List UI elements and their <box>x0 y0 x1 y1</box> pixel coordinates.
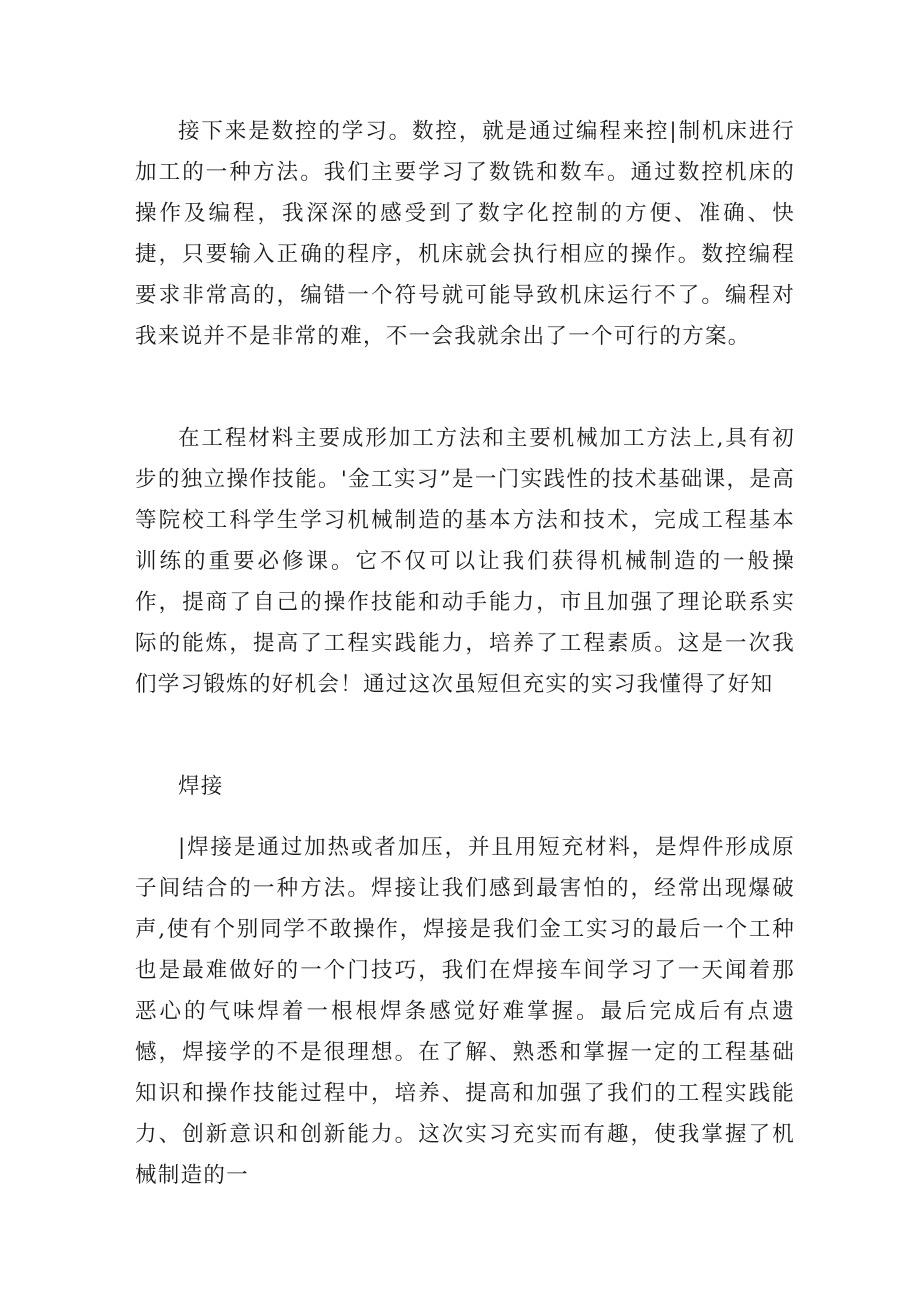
paragraph-cnc-learning: 接下来是数控的学习。数控，就是通过编程来控|制机床进行加工的一种方法。我们主要学习了数铣和数车。通过数控机床的操作及编程，我深深的感受到了数字化控制的方便、准确、快捷，只要输入正确的程序，机床就会执行相应的操作。数控编程要求非常高的，编错一个符号就可能导致机床运行不了。编程对我来说并不是非常的难，不一会我就余出了一个可行的方案。 <box>135 119 795 349</box>
paragraph-metalwork-practice: 在工程材料主要成形加工方法和主要机械加工方法上,具有初步的独立操作技能。'金工实习”是一门实践性的技术基础课，是高等院校工科学生学习机械制造的基本方法和技术，完成工程基本训练的重要必修课。它不仅可以让我们获得机械制造的一般操作，提商了自己的操作技能和动手能力，市且加强了理论联系实际的能炼，提高了工程实践能力，培养了工程素质。这是一次我们学习锻炼的好机会！通过这次虽短但充实的实习我懂得了好知 <box>135 426 795 697</box>
paragraph-welding: |焊接是通过加热或者加压，并且用短充材料，是焊件形成原子间结合的一种方法。焊接让我们感到最害怕的，经常出现爆破声,使有个别同学不敢操作，焊接是我们金工实习的最后一个工种也是最难做好的一个门技巧，我们在焊接车间学习了一天闻着那恶心的气味焊着一根根焊条感觉好难掌握。最后完成后有点遗憾，焊接学的不是很理想。在了解、熟悉和掌握一定的工程基础知识和操作技能过程中，培养、提高和加强了我们的工程实践能力、创新意识和创新能力。这次实习充实而有趣，使我掌握了机械制造的一 <box>135 835 795 1188</box>
section-heading-welding: 焊接 <box>178 774 224 799</box>
